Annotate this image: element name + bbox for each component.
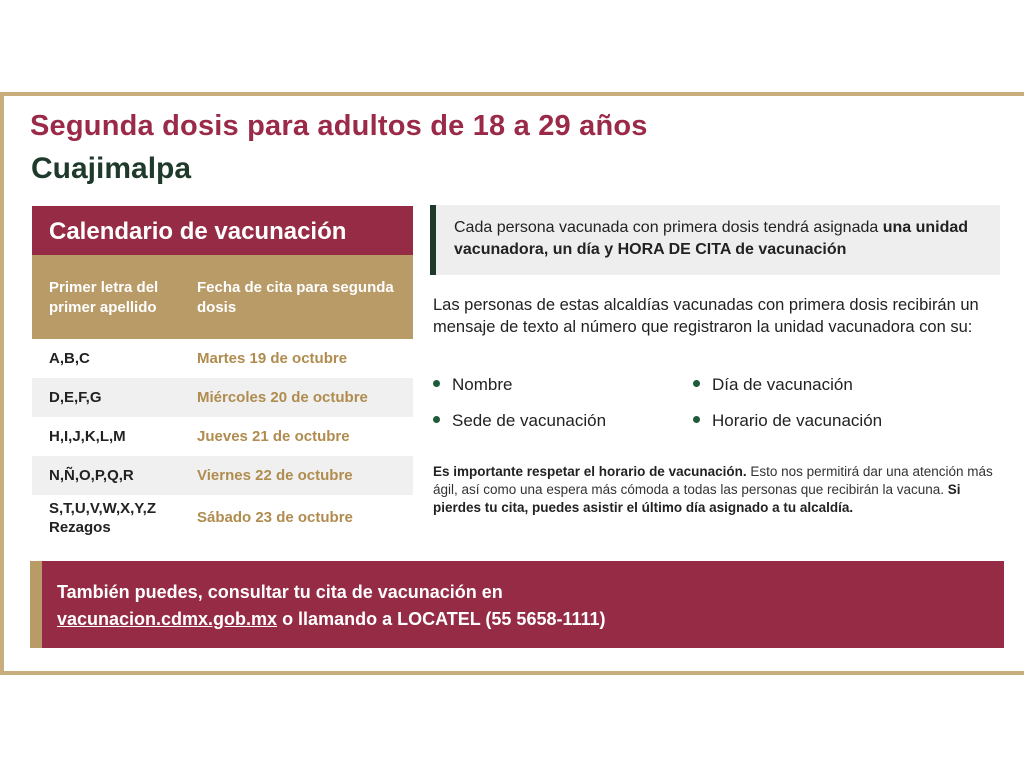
table-row: [32, 378, 413, 417]
column-header-date: Fecha de cita para segunda dosis: [197, 279, 394, 316]
row-letters-line1: S,T,U,V,W,X,Y,Z: [49, 499, 156, 517]
table-row: [32, 456, 413, 495]
row-date: Martes 19 de octubre: [197, 350, 348, 367]
banner-line-2: [57, 606, 1004, 633]
row-letters-line2: Rezagos: [49, 518, 111, 536]
important-note: [433, 463, 993, 517]
bullet-label: Horario de vacunación: [712, 411, 883, 430]
vaccination-calendar: [32, 206, 413, 540]
list-item: [693, 375, 853, 395]
row-date: Viernes 22 de octubre: [197, 467, 353, 484]
bullet-label: Nombre: [452, 375, 513, 394]
list-item: [433, 375, 512, 395]
bullet-label: Día de vacunación: [712, 375, 853, 394]
row-letters: A,B,C: [49, 350, 90, 367]
bullet-label: Sede de vacunación: [452, 411, 607, 430]
bullet-icon: [433, 416, 440, 423]
banner-locatel-text: o llamando a LOCATEL (55 5658-1111): [277, 609, 606, 629]
page-title: Segunda dosis para adultos de 18 a 29 años: [30, 110, 648, 142]
sms-paragraph: Las personas de estas alcaldías vacunadas con primera dosis recibirán un mensaje de texto al número que registraron la unidad vacunadora con su:: [433, 296, 979, 336]
bullet-icon: [433, 380, 440, 387]
row-letters: [32, 499, 180, 537]
info-box: [430, 205, 1000, 275]
vaccination-site-link[interactable]: vacunacion.cdmx.gob.mx: [57, 609, 278, 629]
table-row: [32, 417, 413, 456]
list-item: [693, 411, 882, 431]
list-item: [433, 411, 606, 431]
row-date: Miércoles 20 de octubre: [197, 389, 368, 406]
bullet-icon: [693, 380, 700, 387]
banner-line-1: También puedes, consultar tu cita de vacunación en: [57, 582, 503, 602]
table-row: [32, 495, 413, 540]
info-text-bold: una unidad vacunadora, un día y HORA DE CITA de vacunación: [454, 219, 969, 258]
page-subtitle: Cuajimalpa: [31, 152, 192, 185]
calendar-column-headers: [32, 255, 413, 339]
info-text: Cada persona vacunada con primera dosis tendrá asignada: [454, 219, 883, 236]
bottom-banner: [30, 561, 1004, 648]
note-bold-1: Es importante respetar el horario de vacunación.: [433, 464, 747, 479]
row-date: Jueves 21 de octubre: [197, 428, 350, 445]
note-bold-2: Si pierdes tu cita, puedes asistir el último día asignado a tu alcaldía.: [433, 482, 961, 515]
column-header-letter: Primer letra del primer apellido: [49, 279, 159, 316]
bullet-icon: [693, 416, 700, 423]
row-letters: N,Ñ,O,P,Q,R: [49, 467, 134, 484]
table-row: [32, 339, 413, 378]
row-date: Sábado 23 de octubre: [197, 509, 353, 526]
note-text: Esto nos permitirá dar una atención más ágil, así como una espera más cómoda a todas las personas que recibirán la vacuna.: [433, 464, 993, 497]
calendar-heading: Calendario de vacunación: [32, 206, 413, 255]
row-letters: H,I,J,K,L,M: [49, 428, 126, 445]
row-letters: D,E,F,G: [49, 389, 102, 406]
